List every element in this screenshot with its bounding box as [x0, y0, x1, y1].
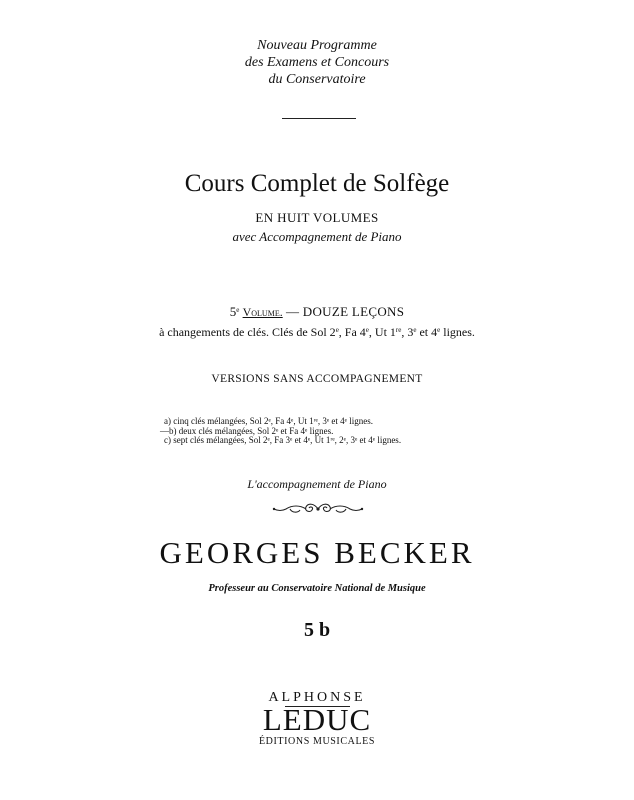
volume-number: 5: [229, 304, 237, 319]
desc-sup-b: e: [365, 326, 369, 334]
header-divider: [282, 118, 356, 119]
author-name: GEORGES BECKER: [159, 535, 475, 570]
volume-label: Volume.: [242, 305, 283, 319]
version-item-b: —b) deux clés mélangées, Sol 2ᵉ et Fa 4ᵉ lignes.: [160, 425, 334, 436]
accompaniment-note: L'accompagnement de Piano: [247, 477, 387, 491]
volumes-line: EN HUIT VOLUMES: [255, 210, 379, 225]
desc-part-b: , Fa 4: [338, 325, 366, 339]
volume-description: [0, 325, 634, 340]
catalog-number: 5 b: [303, 619, 331, 641]
flourish-ornament-icon: [270, 501, 366, 517]
desc-part-a: à changements de clés. Clés de Sol 2: [159, 325, 336, 339]
versions-heading: VERSIONS SANS ACCOMPAGNEMENT: [211, 373, 423, 385]
versions-list: [160, 417, 401, 446]
accompaniment-line: avec Accompagnement de Piano: [232, 229, 402, 244]
publisher-line-1: ALPHONSE: [268, 690, 366, 705]
desc-part-d: , 3: [401, 325, 414, 339]
header-line-2: des Examens et Concours: [244, 55, 390, 70]
publisher-line-3: ÉDITIONS MUSICALES: [258, 736, 376, 747]
desc-part-f: lignes.: [440, 325, 475, 339]
version-item-a: a) cinq clés mélangées, Sol 2ᵉ, Fa 4ᵉ, Ut 1ʳᵉ, 3ᵉ et 4ᵉ lignes.: [164, 416, 373, 426]
desc-sup-d: e: [413, 326, 417, 334]
volume-number-sup: e: [236, 306, 240, 314]
author-title: Professeur au Conservatoire National de Musique: [208, 583, 426, 594]
lessons-label: — DOUZE LEÇONS: [285, 304, 405, 319]
version-item-c: c) sept clés mélangées, Sol 2ᵉ, Fa 3ᵉ et 4ᵉ, Ut 1ʳᵉ, 2ᵉ, 3ᵉ et 4ᵉ lignes.: [164, 435, 402, 445]
desc-part-c: , Ut 1: [368, 325, 396, 339]
header-line-1: Nouveau Programme: [257, 38, 377, 53]
header-block: [0, 37, 634, 88]
header-line-3: du Conservatoire: [268, 72, 366, 87]
desc-sup-a: e: [335, 326, 339, 334]
desc-part-e: et 4: [416, 325, 438, 339]
desc-sup-e: e: [437, 326, 441, 334]
volume-line: [0, 304, 634, 320]
main-title: Cours Complet de Solfège: [184, 170, 450, 197]
desc-sup-c: re: [395, 326, 402, 334]
publisher-line-2: LEDUC: [262, 702, 372, 737]
